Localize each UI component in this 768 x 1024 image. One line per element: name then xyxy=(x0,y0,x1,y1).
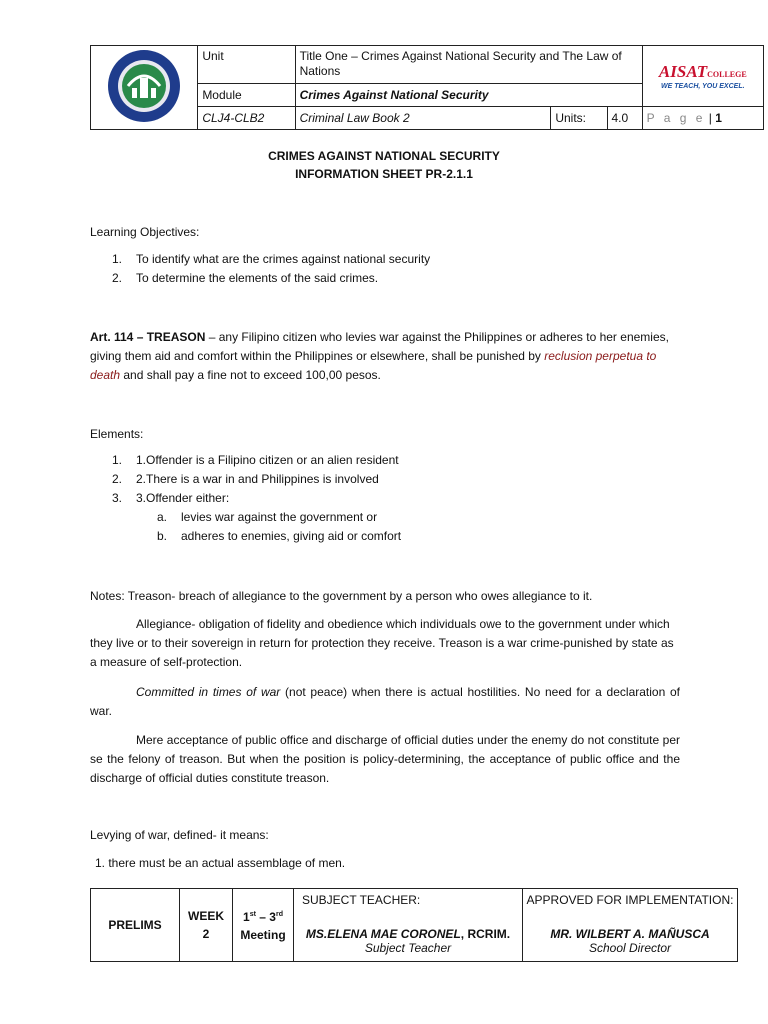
module-label: Module xyxy=(198,84,295,107)
list-number: 2. xyxy=(112,271,123,285)
teacher-name: MS.ELENA MAE CORONEL xyxy=(305,927,461,941)
unit-value: Title One – Crimes Against National Security and The Law of Nations xyxy=(295,46,642,84)
meeting-to-sup: rd xyxy=(275,911,283,918)
elements-list xyxy=(90,453,690,548)
sub-list-text: adheres to enemies, giving aid or comfort xyxy=(181,529,402,543)
list-item xyxy=(90,491,690,510)
doc-title-line1: CRIMES AGAINST NATIONAL SECURITY xyxy=(268,149,500,163)
notes-paragraph-4: Mere acceptance of public office and discharge of official duties under the enemy do not constitute per se the felony of treason. But when the position is policy-determining, the acceptance of public office and the discharge of official duties constitute treason. xyxy=(90,733,680,785)
meeting-from-sup: st xyxy=(249,911,256,918)
article-penalty: reclusion perpetua to death xyxy=(90,349,657,382)
college-logo xyxy=(642,46,763,107)
week-label: WEEK xyxy=(188,909,224,923)
levying-heading: Levying of war, defined- it means: xyxy=(90,828,269,842)
page-indicator xyxy=(642,107,763,130)
list-item xyxy=(90,472,690,491)
header-table xyxy=(90,45,764,130)
sub-list-letter: b. xyxy=(157,529,168,543)
page-separator: | xyxy=(708,111,712,125)
meeting-label: Meeting xyxy=(240,928,286,942)
week-cell xyxy=(180,889,233,962)
list-text: 2.There is a war in and Philippines is involved xyxy=(136,472,379,486)
list-number: 1. xyxy=(112,453,123,467)
term-cell: PRELIMS xyxy=(91,889,180,962)
week-value: 2 xyxy=(202,927,210,941)
course-name: Criminal Law Book 2 xyxy=(295,107,551,130)
logo-text: AISAT xyxy=(658,62,708,81)
list-number: 3. xyxy=(112,491,123,505)
meeting-to: – 3 xyxy=(255,910,276,924)
teacher-cell xyxy=(294,889,523,962)
teacher-heading: SUBJECT TEACHER: xyxy=(302,893,421,907)
logo-tagline: WE TEACH, YOU EXCEL. xyxy=(661,83,745,90)
list-number: 1. xyxy=(112,252,123,266)
approval-cell xyxy=(523,889,738,962)
meeting-from: 1 xyxy=(243,910,250,924)
director-name: MR. WILBERT A. MAÑUSCA xyxy=(550,927,710,941)
article-text-1: – any Filipino citizen who levies war against the Philippines or adheres to her enemies, giving them aid and comfort within the Philippines or elsewhere, shall be punished by xyxy=(90,330,669,363)
page-number: 1 xyxy=(715,111,722,125)
list-item xyxy=(90,252,690,271)
unit-label: Unit xyxy=(198,46,295,84)
meeting-cell xyxy=(233,889,294,962)
sub-list-item xyxy=(90,510,690,529)
objectives-list xyxy=(90,252,690,290)
notes-emphasis: Committed in times of war xyxy=(136,685,281,699)
approval-heading: APPROVED FOR IMPLEMENTATION: xyxy=(526,893,734,907)
sub-list-item xyxy=(90,529,690,548)
notes-text: (not peace) when there is actual hostilities. No need for a declaration of war. xyxy=(90,685,680,718)
article-paragraph xyxy=(90,328,680,385)
teacher-suffix: , RCRIM. xyxy=(460,927,511,941)
teacher-role: Subject Teacher xyxy=(364,941,452,955)
sub-list-letter: a. xyxy=(157,510,168,524)
list-text: To determine the elements of the said crimes. xyxy=(136,271,379,285)
elements-heading: Elements: xyxy=(90,427,144,441)
units-label: Units: xyxy=(551,107,607,130)
list-item xyxy=(90,453,690,472)
list-text: 1.Offender is a Filipino citizen or an alien resident xyxy=(136,453,399,467)
list-text: 3.Offender either: xyxy=(136,491,230,505)
page-label: P a g e xyxy=(646,111,706,125)
units-value: 4.0 xyxy=(607,107,642,130)
list-text: To identify what are the crimes against national security xyxy=(136,252,431,266)
teacher-name-line xyxy=(296,927,520,941)
levying-item: 1. there must be an actual assemblage of men. xyxy=(95,856,346,870)
notes-paragraph-3 xyxy=(90,683,680,721)
article-lead: Art. 114 – TREASON xyxy=(90,330,206,344)
article-text-2: and shall pay a fine not to exceed 100,00 pesos. xyxy=(120,368,381,382)
list-number: 2. xyxy=(112,472,123,486)
list-item xyxy=(90,271,690,290)
school-seal-icon xyxy=(106,48,182,124)
school-seal-cell xyxy=(91,46,198,130)
sub-list-text: levies war against the government or xyxy=(181,510,378,524)
logo-college: COLLEGE xyxy=(707,70,747,79)
objectives-heading: Learning Objectives: xyxy=(90,225,200,239)
doc-title-line2: INFORMATION SHEET PR-2.1.1 xyxy=(295,167,473,181)
module-value: Crimes Against National Security xyxy=(295,84,642,107)
course-code: CLJ4-CLB2 xyxy=(198,107,295,130)
notes-paragraph-1: Notes: Treason- breach of allegiance to the government by a person who owes allegiance to it. xyxy=(90,589,593,603)
footer-table xyxy=(90,888,738,962)
notes-paragraph-2: Allegiance- obligation of fidelity and obedience which individuals owe to the government under which they live or to their sovereign in return for protection they receive. Treason is a war crime-punished by state as a measure of self-protection. xyxy=(90,617,674,669)
director-role: School Director xyxy=(588,941,672,955)
